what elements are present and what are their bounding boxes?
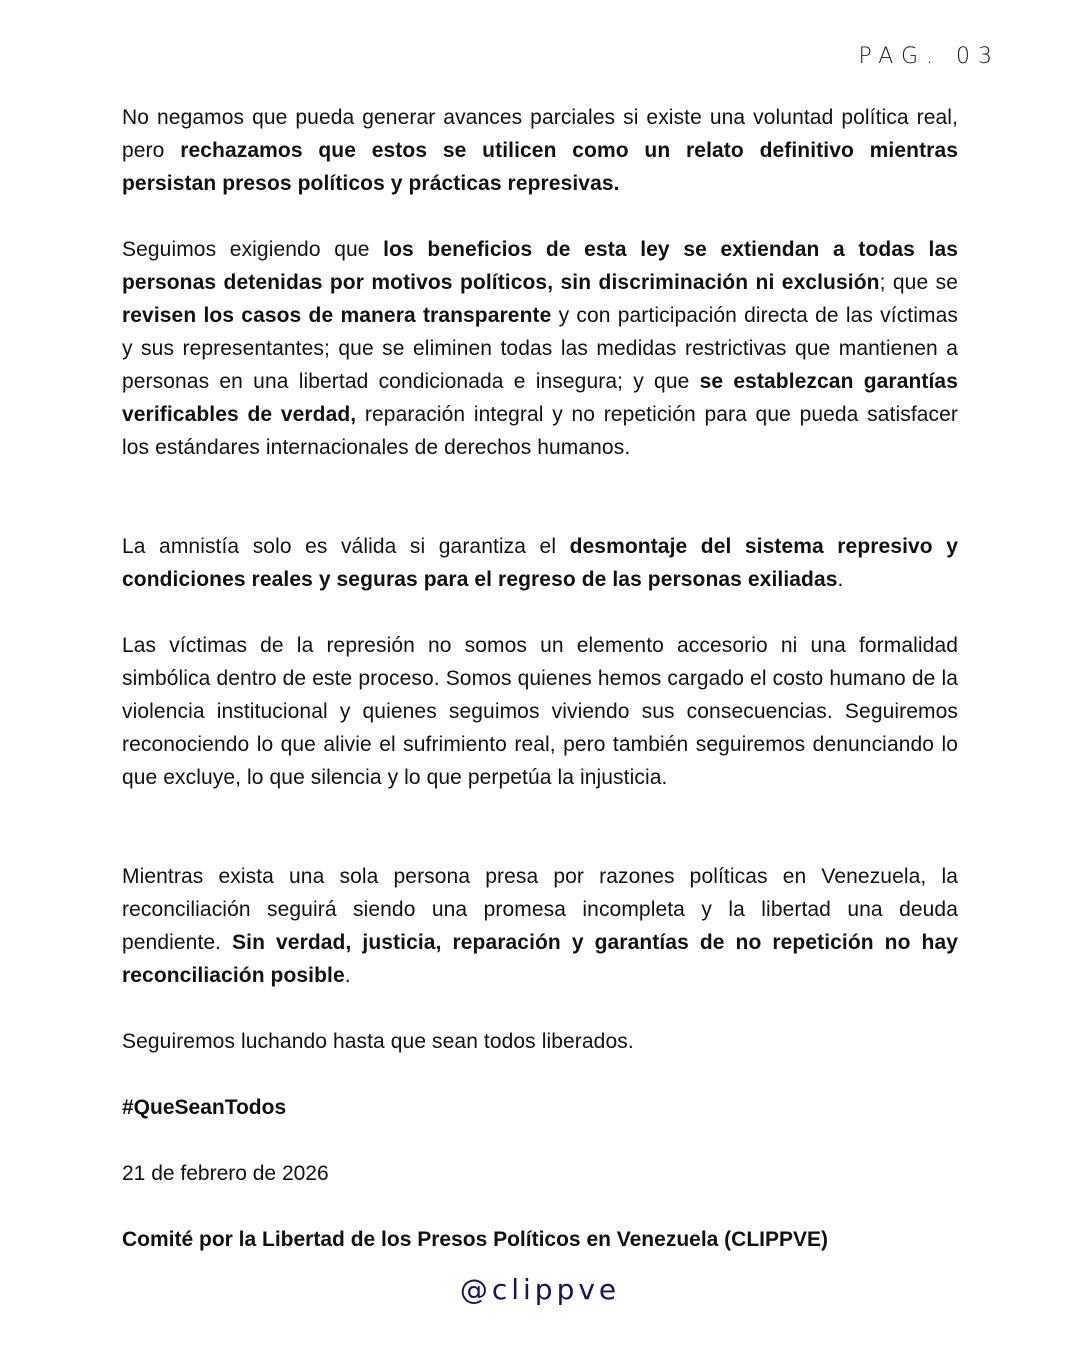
emphasized-text: Sin verdad, justicia, reparación y garantías de no repetición no hay reconciliación posible <box>122 931 959 987</box>
emphasized-text: se establezcan garantías verificables de verdad, <box>122 370 958 426</box>
hashtag: #QueSeanTodos <box>122 1096 287 1119</box>
paragraph-1 <box>122 101 958 200</box>
social-handle[interactable]: @clippve <box>459 1273 621 1306</box>
paragraph-4 <box>122 629 958 794</box>
body-text: . <box>837 568 844 591</box>
body-text: La amnistía solo es válida si garantiza el <box>122 535 570 558</box>
paragraph-3 <box>122 530 958 596</box>
body-text: y con participación directa de las víctimas y sus representantes; que se eliminen todas las medidas restrictivas que mantienen a personas en una libertad condicionada e insegura; y que <box>122 304 958 393</box>
organization-signature: Comité por la Libertad de los Presos Políticos en Venezuela (CLIPPVE) <box>122 1228 829 1251</box>
body-text: Seguimos exigiendo que <box>122 238 384 261</box>
body-text: Las víctimas de la represión no somos un elemento accesorio ni una formalidad simbólica dentro de este proceso. Somos quienes hemos cargado el costo humano de la violencia institucional y quienes seguimos viviendo sus consecuencias. Seguiremos reconociendo lo que alivie el sufrimiento real, pero también seguiremos denunciando lo que excluye, lo que silencia y lo que perpetúa la injusticia. <box>122 634 958 789</box>
paragraph-2 <box>122 233 958 464</box>
page-number: PAG. 03 <box>858 44 1000 69</box>
emphasized-text: desmontaje del sistema represivo y condiciones reales y seguras para el regreso de las personas exiliadas <box>122 535 959 591</box>
emphasized-text: revisen los casos de manera transparente <box>122 304 552 327</box>
body-text: . <box>344 964 351 987</box>
body-text: Mientras exista una sola persona presa por razones políticas en Venezuela, la reconciliación seguirá siendo una promesa incompleta y la libertad una deuda pendiente. <box>122 865 958 954</box>
emphasized-text: los beneficios de esta ley se extiendan a todas las personas detenidas por motivos políticos, sin discriminación ni exclusión <box>122 238 958 294</box>
paragraph-5 <box>122 860 958 992</box>
body-text: reparación integral y no repetición para que pueda satisfacer los estándares internacionales de derechos humanos. <box>122 403 959 459</box>
date: 21 de febrero de 2026 <box>122 1162 329 1185</box>
body-text: ; que se <box>879 271 958 294</box>
body-text: No negamos que pueda generar avances parciales si existe una voluntad política real, pero <box>122 106 958 162</box>
paragraph-6 <box>122 1025 958 1058</box>
emphasized-text: rechazamos que estos se utilicen como un relato definitivo mientras persistan presos políticos y prácticas represivas. <box>122 139 958 195</box>
body-text: Seguiremos luchando hasta que sean todos liberados. <box>122 1030 634 1053</box>
